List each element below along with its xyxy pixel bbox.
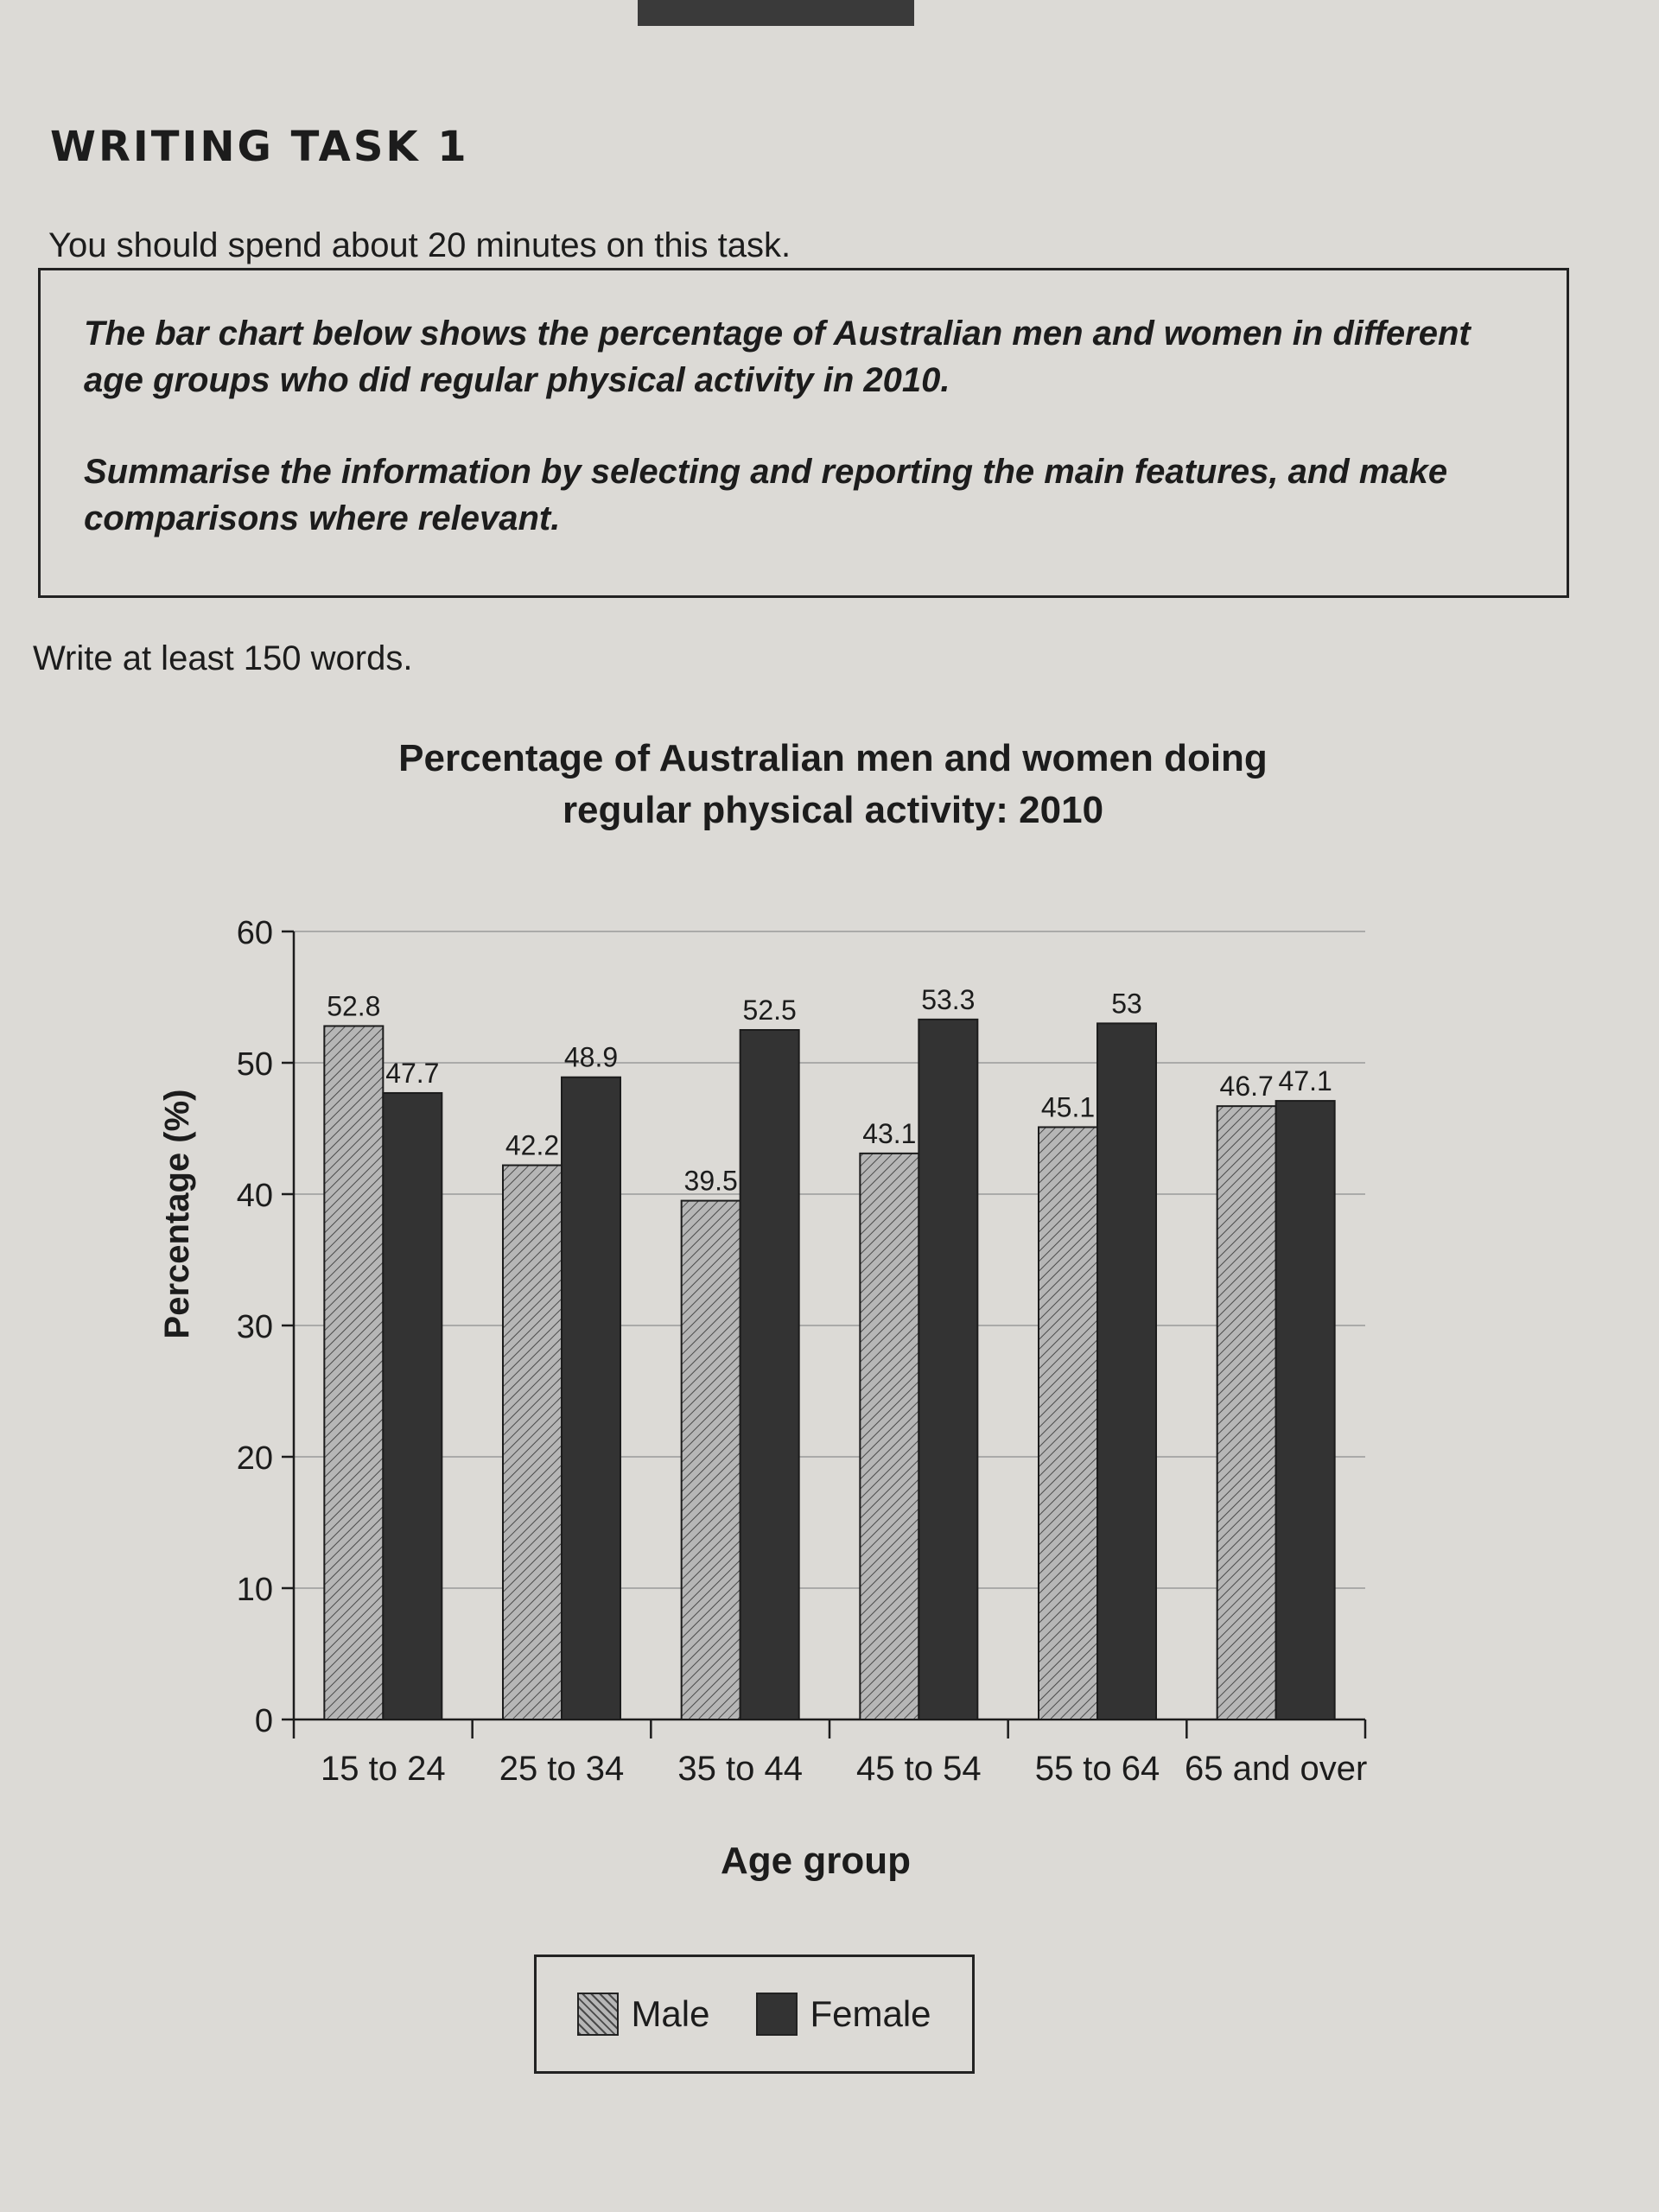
chart-legend (534, 1955, 975, 2074)
chart-grid (294, 931, 1365, 1588)
bar-female-25-to-34 (562, 1077, 620, 1719)
bar-female-35-to-44 (741, 1030, 799, 1719)
x-tick-label-65-and-over: 65 and over (1185, 1750, 1368, 1788)
x-tick-label-35-to-44: 35 to 44 (677, 1750, 803, 1788)
x-tick-label-25-to-34: 25 to 34 (499, 1750, 625, 1788)
legend-item-male (577, 1993, 709, 2036)
data-label-male-15-to-24: 52.8 (327, 990, 381, 1022)
chart-title-line-2: regular physical activity: 2010 (562, 789, 1104, 831)
x-tick-label-55-to-64: 55 to 64 (1034, 1750, 1160, 1788)
data-label-male-55-to-64: 45.1 (1040, 1091, 1096, 1123)
chart-labels (321, 984, 1367, 1788)
task-prompt: The bar chart below shows the percentage of Australian men and women in different age groups who did regular physical activity in 2010. (84, 315, 1471, 399)
bar-female-65-and-over (1276, 1101, 1335, 1719)
chart-title-line-1: Percentage of Australian men and women doing (398, 737, 1268, 779)
y-tick-label-50: 50 (236, 1046, 273, 1083)
task-box (38, 268, 1569, 598)
x-tick-label-45-to-54: 45 to 54 (856, 1750, 982, 1788)
y-tick-label-0: 0 (254, 1703, 273, 1739)
data-label-female-65-and-over: 47.1 (1278, 1065, 1332, 1097)
word-count-instruction: Write at least 150 words. (33, 639, 413, 677)
data-label-male-35-to-44: 39.5 (683, 1165, 738, 1197)
bar-male-25-to-34 (503, 1166, 562, 1719)
legend-label-male: Male (631, 1993, 710, 2034)
task-directive: Summarise the information by selecting and reporting the main features, and make comparisons where relevant. (84, 453, 1448, 537)
page-heading: WRITING TASK 1 (50, 123, 469, 171)
chart-bars (324, 1020, 1334, 1719)
bar-male-35-to-44 (682, 1201, 741, 1719)
data-label-female-15-to-24: 47.7 (385, 1057, 440, 1089)
top-tab-decoration (638, 0, 914, 26)
y-axis-title: Percentage (%) (158, 1089, 196, 1339)
bar-female-55-to-64 (1097, 1023, 1156, 1719)
y-tick-label-60: 60 (236, 915, 273, 951)
bar-female-45-to-54 (918, 1020, 977, 1719)
data-label-male-25-to-34: 42.2 (505, 1129, 560, 1161)
bar-male-65-and-over (1217, 1106, 1276, 1719)
bar-male-55-to-64 (1039, 1127, 1097, 1719)
legend-swatch-male (577, 1993, 619, 2036)
data-label-female-55-to-64: 53 (1111, 988, 1142, 1020)
data-label-male-45-to-54: 43.1 (862, 1117, 917, 1149)
time-instruction: You should spend about 20 minutes on this task. (48, 226, 791, 264)
y-tick-label-30: 30 (236, 1309, 273, 1345)
y-tick-label-20: 20 (236, 1440, 273, 1477)
legend-label-female: Female (810, 1993, 931, 2034)
y-tick-label-40: 40 (236, 1178, 273, 1214)
legend-swatch-female (756, 1993, 798, 2036)
bar-female-15-to-24 (383, 1093, 442, 1719)
x-axis-title: Age group (721, 1840, 911, 1882)
data-label-female-25-to-34: 48.9 (563, 1041, 619, 1073)
data-label-female-45-to-54: 53.3 (921, 983, 976, 1015)
y-tick-label-10: 10 (236, 1572, 273, 1608)
bar-male-15-to-24 (324, 1026, 383, 1719)
bar-chart (0, 726, 1659, 1936)
bar-male-45-to-54 (860, 1154, 918, 1719)
data-label-male-65-and-over: 46.7 (1219, 1071, 1274, 1103)
x-tick-label-15-to-24: 15 to 24 (321, 1750, 446, 1788)
data-label-female-35-to-44: 52.5 (742, 995, 797, 1026)
legend-item-female (756, 1993, 931, 2036)
